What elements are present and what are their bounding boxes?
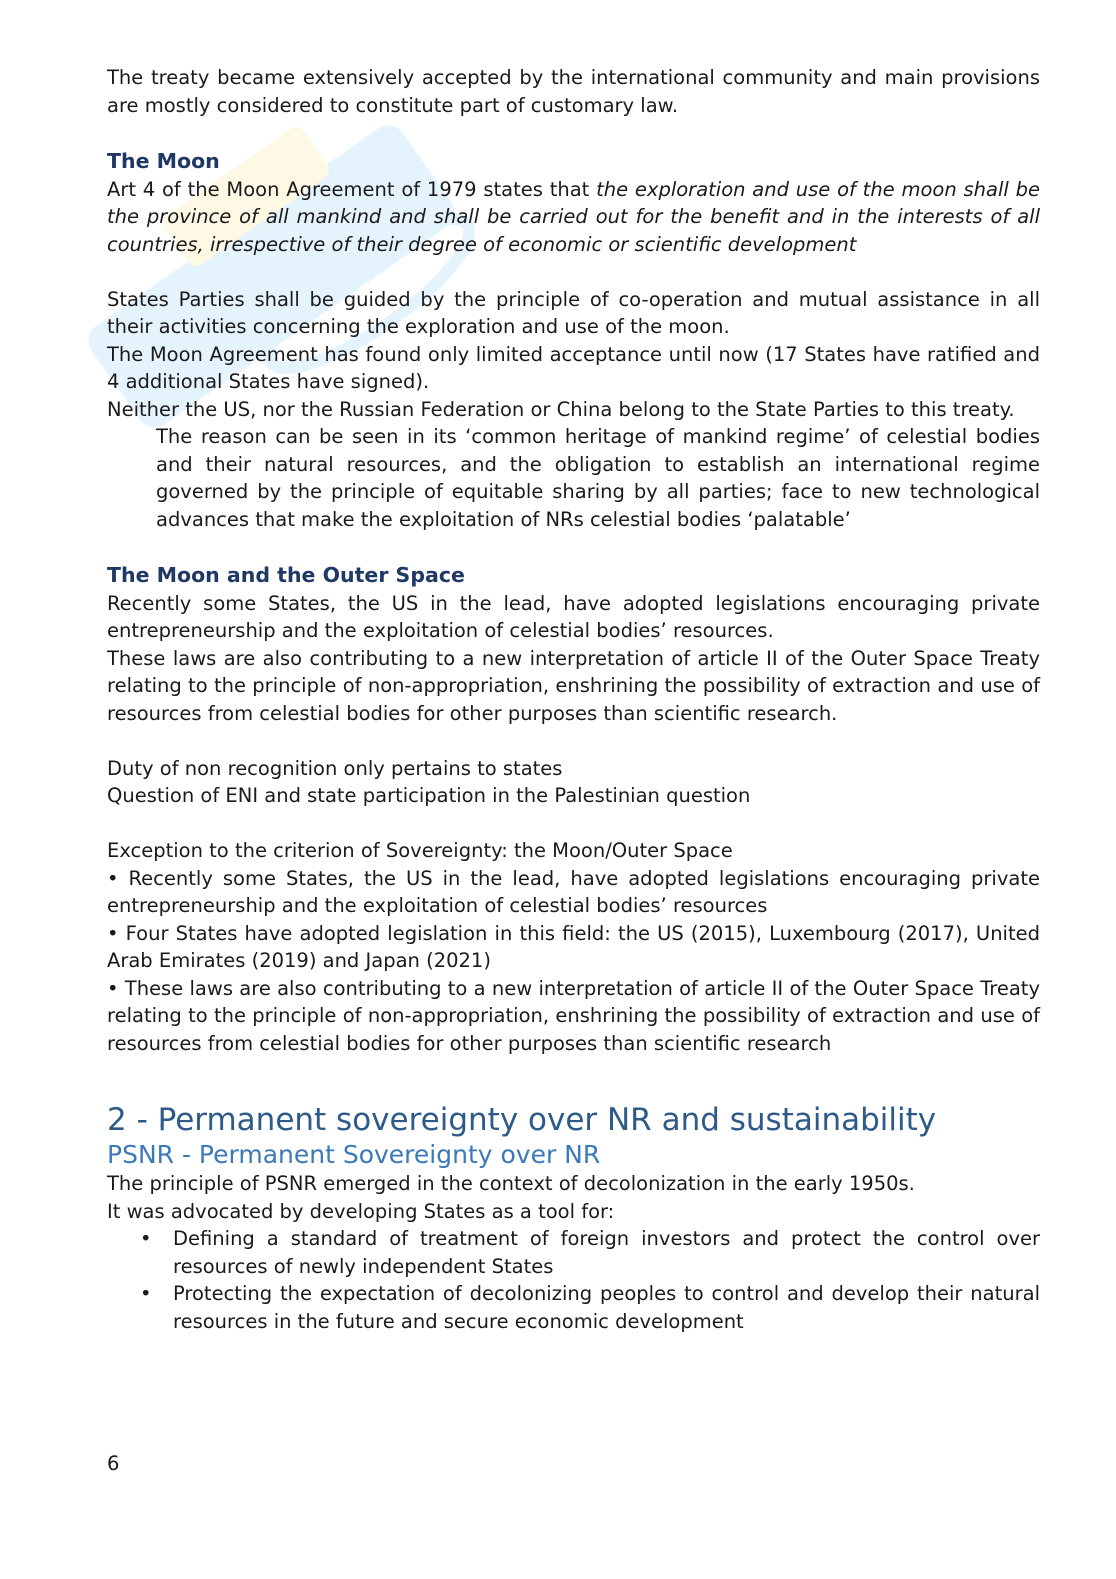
paragraph-bullet-3: • These laws are also contributing to a new interpretation of article II of the Outer Space Treaty relating to the principle of non-appropriation, enshrining the possibility of extraction and use of resources from celestial bodies for other purposes than scientific research [107, 976, 1040, 1055]
spacer [107, 533, 1040, 561]
heading-the-moon: The Moon [107, 148, 220, 173]
subsection-heading: PSNR - Permanent Sovereignty over NR [107, 1140, 601, 1169]
spacer [107, 727, 1040, 755]
paragraph-question: Question of ENI and state participation in the Palestinian question [107, 784, 751, 807]
spacer [107, 258, 1040, 286]
paragraph-bullet-2: • Four States have adopted legislation in this field: the US (2015), Luxembourg (2017), United Arab Emirates (2019) and Japan (2021) [107, 921, 1040, 972]
list-item-text: Defining a standard of treatment of foreign investors and protect the control over resources of newly independent States [173, 1227, 1040, 1278]
section-heading: 2 - Permanent sovereignty over NR and sustainability [107, 1102, 937, 1138]
paragraph-states-parties: States Parties shall be guided by the principle of co-operation and mutual assistance in all their activities concerning the exploration and use of the moon. [107, 287, 1040, 338]
list-item-text: Protecting the expectation of decolonizing peoples to control and develop their natural resources in the future and secure economic development [173, 1282, 1040, 1333]
spacer [107, 810, 1040, 838]
paragraph-recently: Recently some States, the US in the lead, have adopted legislations encouraging private entrepreneurship and the exploitation of celestial bodies’ resources. [107, 591, 1040, 642]
art4-text: Art 4 of the Moon Agreement of 1979 states that [107, 177, 597, 201]
art4-quote: the exploration and use of the moon shall be the province of all mankind and shall be carried out for the benefit and in the interests of all countries, irrespective of their degree of economic or scientific development [107, 177, 1040, 256]
spacer [107, 1057, 1040, 1101]
paragraph-art4 [107, 176, 1040, 259]
list-item [107, 1225, 1040, 1280]
paragraph-limited-acceptance: The Moon Agreement has found only limited acceptance until now (17 States have ratified and 4 additional States have signed). [107, 342, 1040, 393]
spacer [107, 119, 1040, 147]
paragraph-duty: Duty of non recognition only pertains to states [107, 756, 563, 780]
paragraph-bullet-1: • Recently some States, the US in the lead, have adopted legislations encouraging private entrepreneurship and the exploitation of celestial bodies’ resources [107, 866, 1040, 917]
heading-moon-outer-space: The Moon and the Outer Space [107, 562, 465, 587]
paragraph-neither: Neither the US, nor the Russian Federation or China belong to the State Parties to this treaty. [107, 397, 1015, 421]
page-number: 6 [107, 1452, 120, 1475]
paragraph-these-laws: These laws are also contributing to a new interpretation of article II of the Outer Space Treaty relating to the principle of non-appropriation, enshrining the possibility of extraction and use of resources from celestial bodies for other purposes than scientific research. [107, 646, 1040, 725]
paragraph-reason: The reason can be seen in its ‘common heritage of mankind regime’ of celestial bodies and their natural resources, and the obligation to establish an international regime governed by the principle of equitable sharing by all parties; face to new technological advances that make the exploitation of NRs celestial bodies ‘palatable’ [156, 425, 1040, 531]
paragraph-treaty: The treaty became extensively accepted by the international community and main provisions are mostly considered to constitute part of customary law. [107, 66, 1040, 117]
bullet-icon: • [140, 1282, 152, 1305]
paragraph-advocated: It was advocated by developing States as a tool for: [107, 1199, 615, 1223]
paragraph-exception: Exception to the criterion of Sovereignty: the Moon/Outer Space [107, 839, 733, 862]
paragraph-principle: The principle of PSNR emerged in the context of decolonization in the early 1950s. [107, 1172, 915, 1195]
document-page [107, 64, 1040, 1335]
bullet-icon: • [140, 1227, 152, 1250]
bullet-list [107, 1225, 1040, 1335]
list-item [107, 1280, 1040, 1335]
